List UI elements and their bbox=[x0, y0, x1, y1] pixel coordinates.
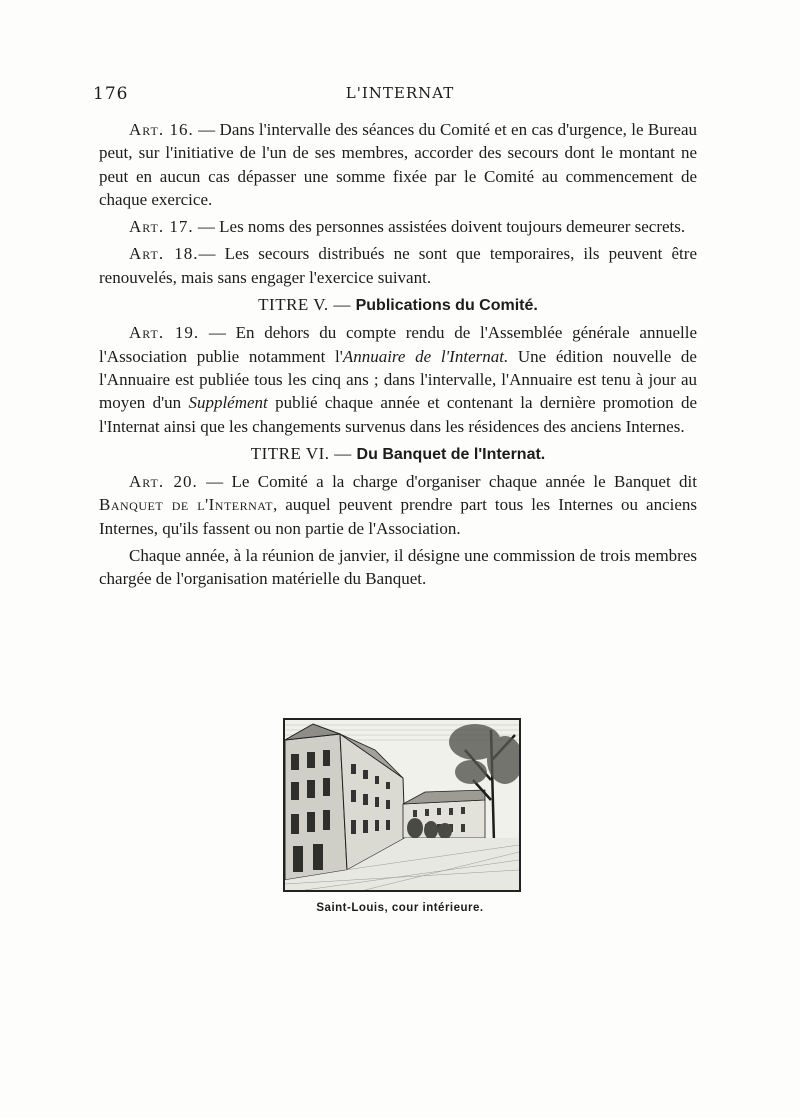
article-text: — Le Comité a la charge d'organiser chaque année le Banquet dit bbox=[197, 472, 697, 492]
article-label: Art. 19. bbox=[129, 323, 200, 343]
article-text: , auquel peuvent prendre part tous les Internes ou anciens Internes, qu'ils fassent ou non partie de l'Association. bbox=[99, 495, 697, 538]
article-label: Art. 16. bbox=[129, 120, 194, 139]
italic-title: Annuaire de l'Internat. bbox=[342, 346, 509, 366]
article-label: Art. 18. bbox=[129, 244, 199, 264]
courtyard-engraving bbox=[285, 720, 519, 890]
running-head: L'INTERNAT bbox=[345, 84, 455, 102]
article-label: Art. 17. bbox=[129, 217, 194, 237]
section-title: Publications du Comité. bbox=[355, 297, 538, 315]
section-number: TITRE V. — bbox=[258, 295, 356, 315]
smallcaps-text: Banquet de l'Internat bbox=[99, 495, 273, 515]
section-title: Du Banquet de l'Internat. bbox=[356, 445, 546, 463]
article-text: — Les secours distribués ne sont que temporaires, ils peuvent être renouvelés, mais sans engager l'exercice suivant. bbox=[99, 244, 697, 287]
article-text: — Dans l'intervalle des séances du Comité et en cas d'urgence, le Bureau peut, sur l'initiative de l'un de ses membres, accorder des secours dont le montant ne peut en aucun cas dépasser une somme fixée par le Comité au commencement de chaque exercice. bbox=[99, 120, 697, 209]
page-number: 176 bbox=[93, 84, 129, 104]
article-19 bbox=[99, 321, 697, 437]
engraving-illustration bbox=[283, 718, 521, 892]
section-number: TITRE VI. — bbox=[250, 443, 357, 463]
body-text bbox=[99, 118, 697, 595]
article-label: Art. 20. bbox=[129, 472, 198, 492]
article-17 bbox=[99, 215, 697, 238]
article-text: publié chaque année et contenant la dernière promotion de l'Internat ainsi que les changements survenus dans les résidences des anciens Internes. bbox=[99, 393, 697, 436]
article-text: — En dehors du compte rendu de l'Assemblée générale annuelle l'Association publie notamment l' bbox=[99, 323, 697, 366]
section-heading-titre-6 bbox=[99, 442, 697, 466]
article-18 bbox=[99, 242, 697, 289]
italic-title: Supplément bbox=[188, 393, 268, 413]
article-text: — Les noms des personnes assistées doivent toujours demeurer secrets. bbox=[193, 217, 686, 237]
article-20 bbox=[99, 470, 697, 540]
article-20-paragraph-2: Chaque année, à la réunion de janvier, il désigne une commission de trois membres chargée de l'organisation matérielle du Banquet. bbox=[99, 546, 697, 589]
figure-caption: Saint-Louis, cour intérieure. bbox=[316, 902, 484, 914]
article-16 bbox=[99, 118, 697, 211]
section-heading-titre-5 bbox=[99, 293, 697, 317]
article-text: Une édition nouvelle de l'Annuaire est publiée tous les cinq ans ; dans l'intervalle, l'Annuaire est tenu à jour au moyen d'un bbox=[99, 346, 697, 413]
